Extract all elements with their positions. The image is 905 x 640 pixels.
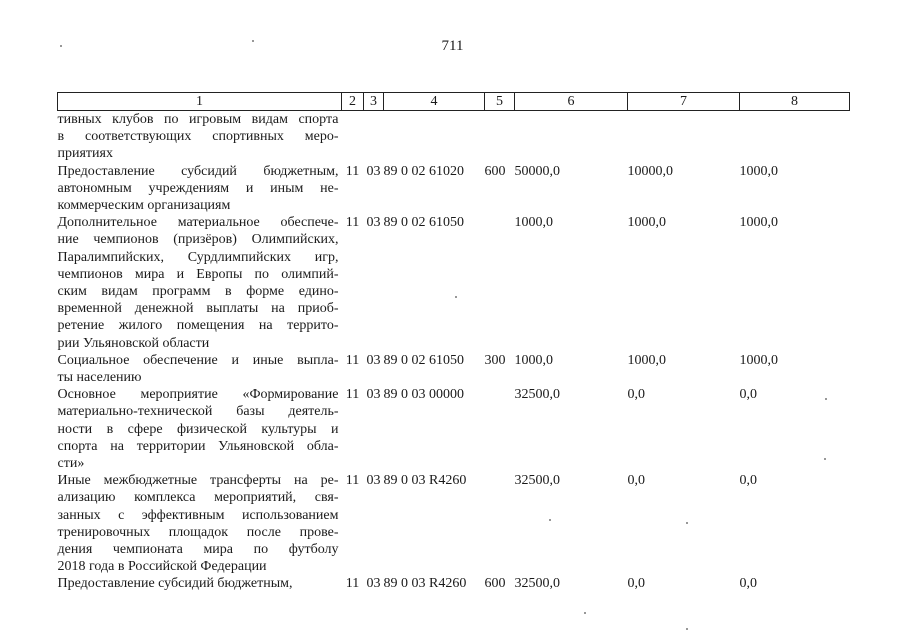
scan-speck — [686, 522, 688, 524]
cell-amount-col7: 0,0 — [627, 576, 645, 592]
cell-target-article: 89 0 02 61050 — [383, 215, 464, 231]
cell-amount-col7 — [628, 111, 740, 163]
description-line: сти» — [57, 456, 85, 472]
description-line: ности в сфере физической культуры и — [57, 421, 339, 437]
column-header-1: 1 — [58, 93, 342, 111]
cell-expense-type: 300 — [484, 352, 506, 368]
table-row — [58, 214, 850, 352]
cell-subsection: 03 — [366, 473, 381, 489]
cell-subsection: 03 — [366, 163, 381, 179]
cell-section: 11 — [345, 163, 360, 179]
cell-expense-type: 600 — [484, 576, 506, 592]
cell-amount-col6: 1000,0 — [514, 352, 553, 368]
description-line: временной денежной выплаты на приоб- — [57, 301, 339, 317]
cell-amount-col8: 0,0 — [739, 387, 757, 403]
cell-amount-col6 — [515, 111, 628, 163]
budget-table — [57, 92, 850, 595]
cell-expense-type — [485, 472, 515, 575]
description-line: спорта на территории Ульяновской обла- — [57, 438, 339, 454]
description-line: ским видам программ в форме едино- — [57, 284, 339, 300]
cell-amount-col6: 32500,0 — [514, 387, 560, 403]
cell-amount-col7: 0,0 — [627, 473, 645, 489]
table-row — [58, 472, 850, 575]
cell-amount-col7: 1000,0 — [627, 215, 666, 231]
description-line: коммерческим организациям — [57, 198, 231, 214]
column-header-7: 7 — [628, 93, 740, 111]
cell-target-article: 89 0 03 00000 — [383, 387, 464, 403]
cell-target-article: 89 0 03 R4260 — [383, 473, 467, 489]
description-line: ализацию комплекса мероприятий, свя- — [57, 490, 339, 506]
cell-expense-type — [485, 214, 515, 352]
cell-subsection: 03 — [366, 576, 381, 592]
description-line: Иные межбюджетные трансферты на ре- — [57, 473, 339, 489]
description-line: чемпионов мира и Европы по олимпий- — [57, 266, 339, 282]
column-number-header — [58, 93, 850, 111]
description-line: приятиях — [57, 146, 113, 162]
cell-subsection: 03 — [366, 387, 381, 403]
row-description — [58, 214, 342, 352]
description-line: занных с эффективным использованием — [57, 507, 339, 523]
row-description — [58, 472, 342, 575]
column-header-6: 6 — [515, 93, 628, 111]
description-line: ние чемпионов (призёров) Олимпийских, — [57, 232, 339, 248]
table-row — [58, 575, 850, 595]
description-line: Паралимпийских, Сурдлимпийских игр, — [57, 249, 339, 265]
page-number: 711 — [441, 38, 464, 54]
table-row — [58, 111, 850, 163]
scan-speck — [549, 519, 551, 521]
cell-section: 11 — [345, 352, 360, 368]
row-description — [58, 575, 342, 595]
cell-section: 11 — [345, 576, 360, 592]
description-line: дения чемпионата мира по футболу — [57, 542, 339, 558]
cell-amount-col8: 0,0 — [739, 576, 757, 592]
row-description — [58, 111, 342, 163]
column-header-5: 5 — [485, 93, 515, 111]
cell-subsection: 03 — [366, 215, 381, 231]
description-line: ретение жилого помещения на террито- — [57, 318, 339, 334]
cell-target-article: 89 0 03 R4260 — [383, 576, 467, 592]
description-line: Предоставление субсидий бюджетным, — [57, 163, 339, 179]
cell-amount-col6: 32500,0 — [514, 473, 560, 489]
description-line: Социальное обеспечение и иные выпла- — [57, 352, 339, 368]
cell-amount-col6: 1000,0 — [514, 215, 553, 231]
table-row — [58, 352, 850, 386]
cell-amount-col6: 32500,0 — [514, 576, 560, 592]
description-line: Основное мероприятие «Формирование — [57, 387, 339, 403]
cell-amount-col6: 50000,0 — [514, 163, 560, 179]
description-line: Предоставление субсидий бюджетным, — [57, 576, 293, 592]
cell-target-article — [384, 111, 485, 163]
cell-expense-type — [485, 386, 515, 472]
description-line: 2018 года в Российской Федерации — [57, 559, 267, 575]
cell-amount-col7: 1000,0 — [627, 352, 666, 368]
scan-speck — [252, 40, 254, 42]
cell-expense-type — [485, 111, 515, 163]
cell-subsection: 03 — [366, 352, 381, 368]
cell-amount-col8: 1000,0 — [739, 352, 778, 368]
cell-section: 11 — [345, 473, 360, 489]
row-description — [58, 352, 342, 386]
table-row — [58, 386, 850, 472]
row-description — [58, 163, 342, 215]
column-header-8: 8 — [740, 93, 850, 111]
cell-section: 11 — [345, 387, 360, 403]
cell-subsection — [364, 111, 384, 163]
column-header-2: 2 — [342, 93, 364, 111]
cell-section: 11 — [345, 215, 360, 231]
description-line: тренировочных площадок после прове- — [57, 524, 339, 540]
description-line: тивных клубов по игровым видам спорта — [57, 112, 339, 127]
table-body — [58, 111, 850, 596]
cell-amount-col8: 1000,0 — [739, 215, 778, 231]
description-line: в соответствующих спортивных меро- — [57, 129, 339, 145]
cell-amount-col8 — [740, 111, 850, 163]
column-header-4: 4 — [384, 93, 485, 111]
scan-speck — [824, 458, 826, 460]
description-line: материально-технической базы деятель- — [57, 404, 339, 420]
scan-speck — [825, 398, 827, 400]
cell-target-article: 89 0 02 61050 — [383, 352, 464, 368]
description-line: автономным учреждениям и иным не- — [57, 180, 339, 196]
description-line: Дополнительное материальное обеспече- — [57, 215, 339, 231]
cell-amount-col7: 0,0 — [627, 387, 645, 403]
description-line: ты населению — [57, 370, 142, 386]
cell-amount-col7: 10000,0 — [627, 163, 673, 179]
cell-amount-col8: 0,0 — [739, 473, 757, 489]
scan-speck — [686, 628, 688, 630]
cell-amount-col8: 1000,0 — [739, 163, 778, 179]
description-line: рии Ульяновской области — [57, 335, 210, 351]
table-row — [58, 163, 850, 215]
cell-section — [342, 111, 364, 163]
cell-expense-type: 600 — [484, 163, 506, 179]
cell-target-article: 89 0 02 61020 — [383, 163, 464, 179]
row-description — [58, 386, 342, 472]
column-header-3: 3 — [364, 93, 384, 111]
scan-speck — [455, 296, 457, 298]
scan-speck — [584, 612, 586, 614]
scan-speck — [60, 45, 62, 47]
